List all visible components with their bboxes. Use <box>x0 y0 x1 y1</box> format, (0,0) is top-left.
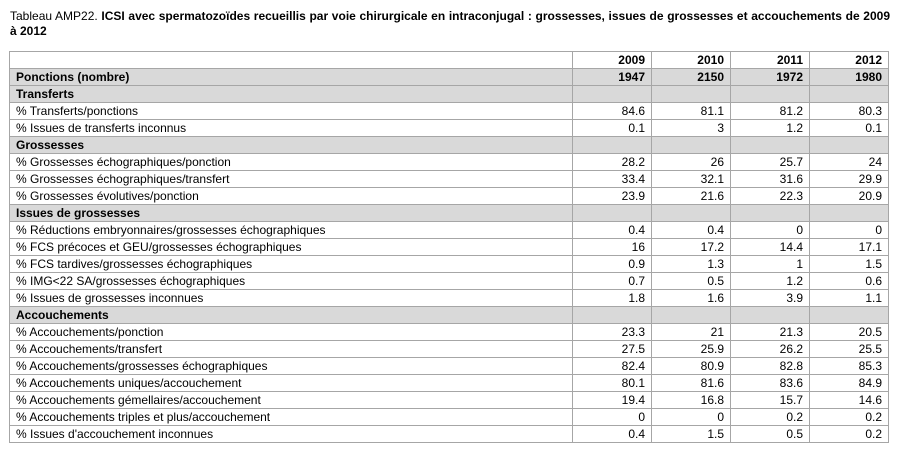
value-cell: 33.4 <box>573 171 652 188</box>
value-cell: 83.6 <box>731 375 810 392</box>
row-label: % Grossesses échographiques/ponction <box>10 154 573 171</box>
section-empty-cell <box>573 137 652 154</box>
value-cell: 1.1 <box>810 290 889 307</box>
row-label: % Réductions embryonnaires/grossesses échographiques <box>10 222 573 239</box>
table-row <box>10 239 889 256</box>
value-cell: 81.1 <box>652 103 731 120</box>
section-empty-cell <box>573 307 652 324</box>
value-cell: 3.9 <box>731 290 810 307</box>
header-corner-cell <box>10 52 573 69</box>
row-label: % Accouchements/transfert <box>10 341 573 358</box>
table-row <box>10 341 889 358</box>
value-cell: 0.2 <box>731 409 810 426</box>
row-label: % Grossesses évolutives/ponction <box>10 188 573 205</box>
table-row <box>10 256 889 273</box>
value-cell: 0.2 <box>810 426 889 443</box>
value-cell: 3 <box>652 120 731 137</box>
row-label: % Accouchements uniques/accouchement <box>10 375 573 392</box>
value-cell: 0.1 <box>573 120 652 137</box>
value-cell: 31.6 <box>731 171 810 188</box>
value-cell: 1.6 <box>652 290 731 307</box>
value-cell: 0.4 <box>652 222 731 239</box>
value-cell: 1.2 <box>731 273 810 290</box>
value-cell: 27.5 <box>573 341 652 358</box>
table-row <box>10 154 889 171</box>
data-table <box>9 51 889 443</box>
value-cell: 15.7 <box>731 392 810 409</box>
value-cell: 1980 <box>810 69 889 86</box>
value-cell: 0.4 <box>573 426 652 443</box>
caption-tag: Tableau AMP22. <box>10 9 98 23</box>
value-cell: 80.9 <box>652 358 731 375</box>
value-cell: 21 <box>652 324 731 341</box>
value-cell: 25.7 <box>731 154 810 171</box>
table-caption <box>10 9 890 39</box>
section-empty-cell <box>573 86 652 103</box>
section-empty-cell <box>731 137 810 154</box>
value-cell: 85.3 <box>810 358 889 375</box>
value-cell: 0 <box>731 222 810 239</box>
value-cell: 0.7 <box>573 273 652 290</box>
section-empty-cell <box>731 205 810 222</box>
row-label: % Issues de transferts inconnus <box>10 120 573 137</box>
row-label: % Accouchements triples et plus/accouchement <box>10 409 573 426</box>
section-empty-cell <box>652 86 731 103</box>
value-cell: 82.8 <box>731 358 810 375</box>
value-cell: 0.5 <box>652 273 731 290</box>
section-empty-cell <box>652 137 731 154</box>
value-cell: 0 <box>810 222 889 239</box>
value-cell: 0.5 <box>731 426 810 443</box>
row-label: Ponctions (nombre) <box>10 69 573 86</box>
table-body <box>10 52 889 443</box>
value-cell: 0.4 <box>573 222 652 239</box>
years-header-row <box>10 52 889 69</box>
value-cell: 84.9 <box>810 375 889 392</box>
value-cell: 0.1 <box>810 120 889 137</box>
table-row <box>10 222 889 239</box>
value-cell: 16 <box>573 239 652 256</box>
section-empty-cell <box>652 205 731 222</box>
value-cell: 24 <box>810 154 889 171</box>
table-row <box>10 290 889 307</box>
value-cell: 26.2 <box>731 341 810 358</box>
table-row <box>10 120 889 137</box>
value-cell: 0.2 <box>810 409 889 426</box>
value-cell: 26 <box>652 154 731 171</box>
table-row <box>10 392 889 409</box>
value-cell: 32.1 <box>652 171 731 188</box>
value-cell: 0.9 <box>573 256 652 273</box>
table-row <box>10 273 889 290</box>
value-cell: 80.1 <box>573 375 652 392</box>
year-header-cell: 2009 <box>573 52 652 69</box>
value-cell: 1.5 <box>652 426 731 443</box>
section-title: Accouchements <box>10 307 573 324</box>
table-row <box>10 358 889 375</box>
caption-title: ICSI avec spermatozoïdes recueillis par voie chirurgicale en intraconjugal : grossesses, issues de grossesses et accouchements de 2009 à 2012 <box>10 9 890 38</box>
row-label: % IMG<22 SA/grossesses échographiques <box>10 273 573 290</box>
table-row <box>10 103 889 120</box>
value-cell: 28.2 <box>573 154 652 171</box>
value-cell: 25.9 <box>652 341 731 358</box>
section-header-row <box>10 307 889 324</box>
value-cell: 19.4 <box>573 392 652 409</box>
year-header-cell: 2012 <box>810 52 889 69</box>
value-cell: 16.8 <box>652 392 731 409</box>
value-cell: 1947 <box>573 69 652 86</box>
value-cell: 1.3 <box>652 256 731 273</box>
value-cell: 14.6 <box>810 392 889 409</box>
value-cell: 23.9 <box>573 188 652 205</box>
value-cell: 0.6 <box>810 273 889 290</box>
section-empty-cell <box>810 205 889 222</box>
section-header-row <box>10 86 889 103</box>
row-label: % FCS tardives/grossesses échographiques <box>10 256 573 273</box>
value-cell: 81.6 <box>652 375 731 392</box>
row-label: % Issues de grossesses inconnues <box>10 290 573 307</box>
section-empty-cell <box>573 205 652 222</box>
value-cell: 22.3 <box>731 188 810 205</box>
value-cell: 21.3 <box>731 324 810 341</box>
value-cell: 2150 <box>652 69 731 86</box>
table-row <box>10 324 889 341</box>
value-cell: 17.2 <box>652 239 731 256</box>
value-cell: 14.4 <box>731 239 810 256</box>
section-empty-cell <box>731 307 810 324</box>
value-cell: 25.5 <box>810 341 889 358</box>
section-title: Transferts <box>10 86 573 103</box>
section-empty-cell <box>810 86 889 103</box>
section-empty-cell <box>731 86 810 103</box>
section-empty-cell <box>652 307 731 324</box>
value-cell: 20.9 <box>810 188 889 205</box>
value-cell: 1 <box>731 256 810 273</box>
value-cell: 1.5 <box>810 256 889 273</box>
value-cell: 21.6 <box>652 188 731 205</box>
row-label: % Accouchements gémellaires/accouchement <box>10 392 573 409</box>
table-row <box>10 409 889 426</box>
row-label: % Accouchements/grossesses échographiques <box>10 358 573 375</box>
year-header-cell: 2011 <box>731 52 810 69</box>
value-cell: 81.2 <box>731 103 810 120</box>
value-cell: 1.8 <box>573 290 652 307</box>
section-header-row <box>10 205 889 222</box>
value-cell: 82.4 <box>573 358 652 375</box>
year-header-cell: 2010 <box>652 52 731 69</box>
section-empty-cell <box>810 137 889 154</box>
table-row <box>10 426 889 443</box>
table-row <box>10 188 889 205</box>
value-cell: 0 <box>573 409 652 426</box>
row-label: % Issues d'accouchement inconnues <box>10 426 573 443</box>
table-row <box>10 171 889 188</box>
value-cell: 84.6 <box>573 103 652 120</box>
row-label: % Accouchements/ponction <box>10 324 573 341</box>
value-cell: 1972 <box>731 69 810 86</box>
value-cell: 23.3 <box>573 324 652 341</box>
value-cell: 20.5 <box>810 324 889 341</box>
value-cell: 80.3 <box>810 103 889 120</box>
row-label: % FCS précoces et GEU/grossesses échographiques <box>10 239 573 256</box>
section-title: Issues de grossesses <box>10 205 573 222</box>
row-label: % Grossesses échographiques/transfert <box>10 171 573 188</box>
row-label: % Transferts/ponctions <box>10 103 573 120</box>
table-row <box>10 375 889 392</box>
value-cell: 1.2 <box>731 120 810 137</box>
value-cell: 0 <box>652 409 731 426</box>
section-title: Grossesses <box>10 137 573 154</box>
value-cell: 17.1 <box>810 239 889 256</box>
ponctions-row <box>10 69 889 86</box>
section-empty-cell <box>810 307 889 324</box>
value-cell: 29.9 <box>810 171 889 188</box>
section-header-row <box>10 137 889 154</box>
